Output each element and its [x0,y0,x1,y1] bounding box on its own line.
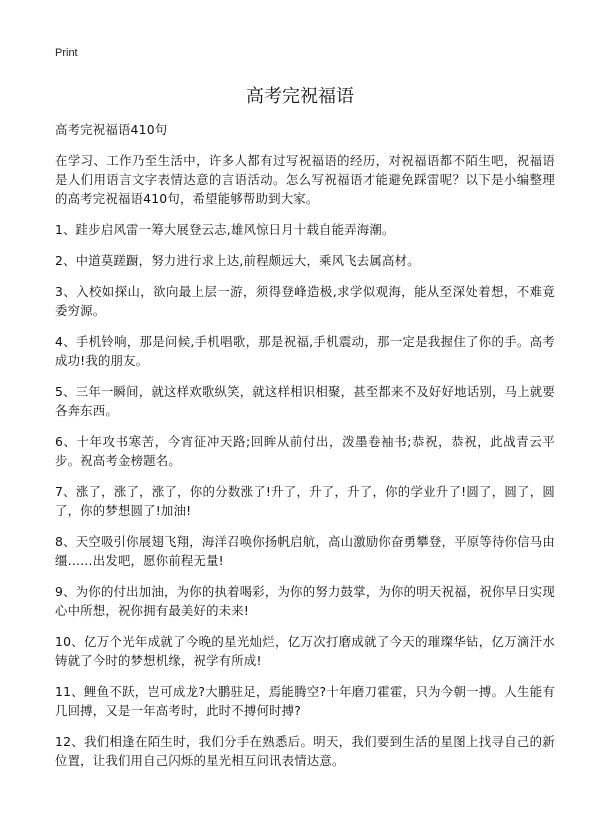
list-item: 9、为你的付出加油，为你的执着喝彩，为你的努力鼓掌，为你的明天祝福，祝你早日实现心中所想，祝你拥有最美好的未来! [55,584,555,618]
list-item: 10、亿万个光年成就了今晚的星光灿烂，亿万次打磨成就了今天的璀璨华钻，亿万滴汗水铸就了今时的梦想机缘，祝学有所成! [55,634,555,668]
document-body [55,120,555,782]
intro-paragraph: 在学习、工作乃至生活中，许多人都有过写祝福语的经历，对祝福语都不陌生吧，祝福语是人们用语言文字表情达意的言语活动。怎么写祝福语才能避免踩雷呢？以下是小编整理的高考完祝福语410句，希望能够帮助到大家。 [55,153,555,206]
list-item: 12、我们相逢在陌生时，我们分手在熟悉后。明天，我们要到生活的星图上找寻自己的新位置，让我们用自己闪烁的星光相互问讯表情达意。 [55,734,555,768]
list-item: 3、入校如探山，欲向最上层一游，须得登峰造极,求学似观海，能从至深处着想，不难竟委穷源。 [55,284,555,318]
list-item: 6、十年攻书寒苦，今宵征冲天路;回眸从前付出，泼墨卷袖书;恭祝，恭祝，此战青云平步。祝高考金榜题名。 [55,434,555,468]
list-item: 7、涨了，涨了，涨了，你的分数涨了!升了，升了，升了，你的学业升了!圆了，圆了，圆了，你的梦想圆了!加油! [55,484,555,518]
list-item: 8、天空吸引你展翅飞翔，海洋召唤你扬帆启航，高山激励你奋勇攀登，平原等待你信马由缰……出发吧，愿你前程无量! [55,534,555,568]
print-link[interactable]: Print [55,47,78,59]
list-item: 5、三年一瞬间，就这样欢歌纵笑，就这样相识相聚，甚至都来不及好好地话别，马上就要各奔东西。 [55,384,555,418]
page-title: 高考完祝福语 [246,86,354,107]
list-item: 4、手机铃响，那是问候,手机唱歌，那是祝福,手机震动，那一定是我握住了你的手。高考成功!我的朋友。 [55,334,555,368]
document-subtitle: 高考完祝福语410句 [55,122,168,137]
list-item: 1、跬步启风雷一筹大展登云志,雄风惊日月十载自能弄海潮。 [55,222,395,237]
list-item: 11、鲤鱼不跃，岂可成龙?大鹏驻足，焉能腾空?十年磨刀霍霍，只为今朝一搏。人生能有几回搏，又是一年高考时，此时不搏何时搏? [55,684,555,718]
list-item: 2、中道莫蹉蹰，努力进行求上达,前程颇远大，乘风飞去属高材。 [55,253,420,268]
